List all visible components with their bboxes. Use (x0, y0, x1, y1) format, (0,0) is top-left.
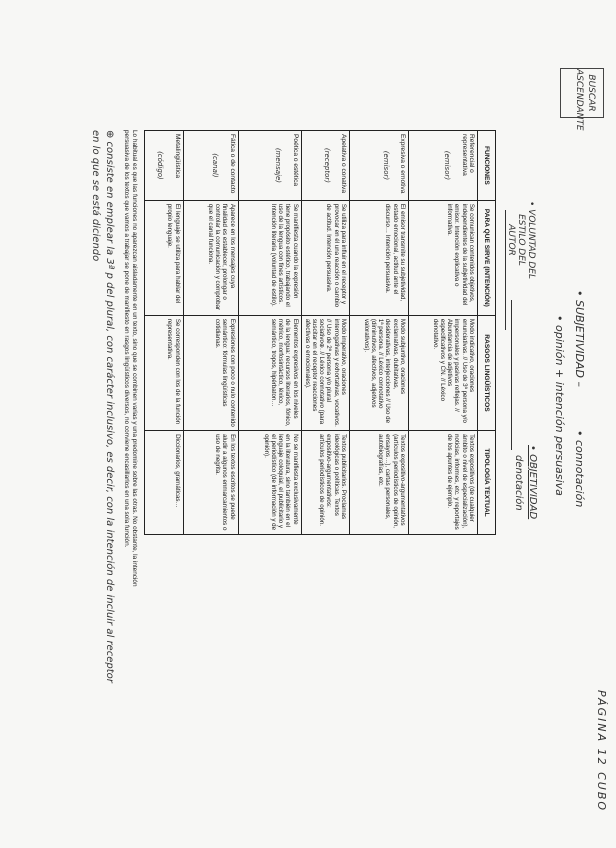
header-tipologia: TIPOLOGÍA TEXTUAL (477, 431, 495, 535)
header-funciones: FUNCIONES (477, 131, 495, 201)
table-row-expresiva (349, 131, 408, 535)
function-handwritten: (mensaje) (274, 147, 283, 184)
boxed-note: BUSCAR ASCENDANTE (560, 68, 604, 118)
annotation-line-top (511, 300, 512, 450)
table-row-poetica (238, 131, 301, 535)
function-name: Apelativa o conativa (339, 134, 347, 194)
handwritten-footnote: ⊕ consiste en emplear la 3ª p del plural, con carácter inclusivo, es decir, con la intención de incluir al receptor en lo que se está diciendo (90, 130, 115, 683)
function-name: Expresiva o emotiva (398, 134, 406, 194)
cell-features: Modo indicativo, oraciones enunciativas. // Uso de 3ª persona y/o impersonales y pasivas reflejas. // Abundancia de adjetivos especificativos y CN. // Léxico denotativo. (408, 315, 477, 430)
cell-typology: Textos expositivo-argumentativos (artículos periodísticos de opinión, ensayos…), cartas personales, autobiografías, etc. (349, 431, 408, 535)
table-row-fatica (183, 131, 238, 535)
function-handwritten: (receptor) (322, 147, 331, 183)
cell-function (183, 131, 238, 201)
table-row-apelativa (301, 131, 349, 535)
cell-features: Se corresponden con los de la función representativa. (144, 315, 183, 430)
cell-purpose: Aparece en los mensajes cuya finalidad es establecer, prolongar o controlar la comunicación y comprobar que el canal funciona. (183, 200, 238, 315)
cell-purpose: Se utiliza para influir en el receptor y provocar en él una reacción o cambio de actitud. Intención persuasiva. (301, 200, 349, 315)
functions-table (144, 130, 496, 535)
note-subjetividad: • SUBJETIVIDAD – (573, 290, 586, 387)
note-opinion: • opinión + intención persuasiva (553, 315, 566, 496)
cell-function (349, 131, 408, 201)
function-name: Referencial o representativa (460, 134, 475, 176)
cell-typology: Textos publicitarios. Proclamas ideológicas o políticas. Textos expositivo-argumentativos: artículos periodísticos de opinión. (301, 431, 349, 535)
cell-typology: Diccionarios, gramáticas… (144, 431, 183, 535)
page-number: PÁGINA 12 CUBO (595, 690, 608, 813)
function-name: Metalingüística (173, 134, 181, 178)
note-objetividad-text: • OBJETIVIDAD (527, 445, 538, 520)
cell-features: Expresiones con poco o nulo contenido semántico: fórmulas lingüísticas cotidianas. (183, 315, 238, 430)
note-connotacion: • connotación (573, 430, 586, 508)
cell-typology: En los textos escritos se puede aludir a algunos enmarcamientos o uso de negrita. (183, 431, 238, 535)
cell-purpose: Se comunican contenidos objetivos, independientes de la subjetividad del emisor. Intención explicativa o informativa. (408, 200, 477, 315)
cell-purpose: Se manifiesta cuando la expresión tiene propósito estético, trabajando el uso de la lengua con fines artísticos. Intención literaria (voluntad de estilo). (238, 200, 301, 315)
cell-features: Modo subjuntivo, oraciones exclamativas, dubitativas, desiderativas, interjecciones // Uso de 1ª persona. // Léxico connotativo (diminutivos, afectivos, adjetivos valorativos). (349, 315, 408, 430)
cell-purpose: El emisor transmite su subjetividad, estado emocional, actitud ante el discurso… Intención persuasiva. (349, 200, 408, 315)
cell-purpose: El lenguaje se utiliza para hablar del propio lenguaje. (144, 200, 183, 315)
cell-features: Elementos expresivos en los niveles de la lengua: recursos literarios, fónico, métrico, morfosintáctico, léxico, semántico, tropos, hipérbaton… (238, 315, 301, 430)
function-name: Fática o de contacto (228, 134, 236, 194)
table-row-metalinguistica (144, 131, 183, 535)
function-handwritten: (emisor) (381, 150, 390, 181)
annotation-line-left (505, 210, 506, 330)
cell-features: Modo imperativo, oraciones interrogativas y exhortativas, vocativos. // Uso de 2ª persona y/o plural sociativo⊕. // Léxico connotativo (para suscitar en el receptor reacciones afectivas o emocionales). (301, 315, 349, 430)
function-handwritten: (emisor) (443, 150, 452, 181)
header-intencion: PARA QUE SIRVE (INTENCIÓN) (477, 200, 495, 315)
cell-function (238, 131, 301, 201)
cell-typology: No se manifiesta exclusivamente en la literatura, sino también en el lenguaje coloquial, el publicitario y el periodístico (de información y de opinión). (238, 431, 301, 535)
note-voluntad-estilo: • VOLUNTAD DEL ESTILO DEL AUTOR (506, 201, 536, 279)
header-rasgos: RASGOS LINGÜÍSTICOS (477, 315, 495, 430)
table-row-referencial (408, 131, 477, 535)
cell-function (408, 131, 477, 201)
cell-function (144, 131, 183, 201)
function-name: Poética o estética (291, 134, 299, 187)
function-handwritten: (código) (156, 151, 165, 180)
note-denotacion: denotación (513, 455, 524, 511)
function-handwritten: (canal) (211, 153, 220, 178)
cell-typology: Textos expositivos (de cualquier ámbito o nivel de especialización), noticias, informes, etc. y reportajes de los apuntes de ejemplo. (408, 431, 477, 535)
summary-paragraph: Lo habitual es que las funciones no aparezcan aisladamente en un texto, sino que se combinen varias y una predomine sobre las otras. No obstante, la intención persuasiva de los textos que vamos a trabajar se pone de manifiesto en rasgos lingüísticos diversos, no conviene encasillarlos en una sola función. (123, 130, 138, 587)
note-objetividad (527, 445, 538, 519)
cell-function (301, 131, 349, 201)
